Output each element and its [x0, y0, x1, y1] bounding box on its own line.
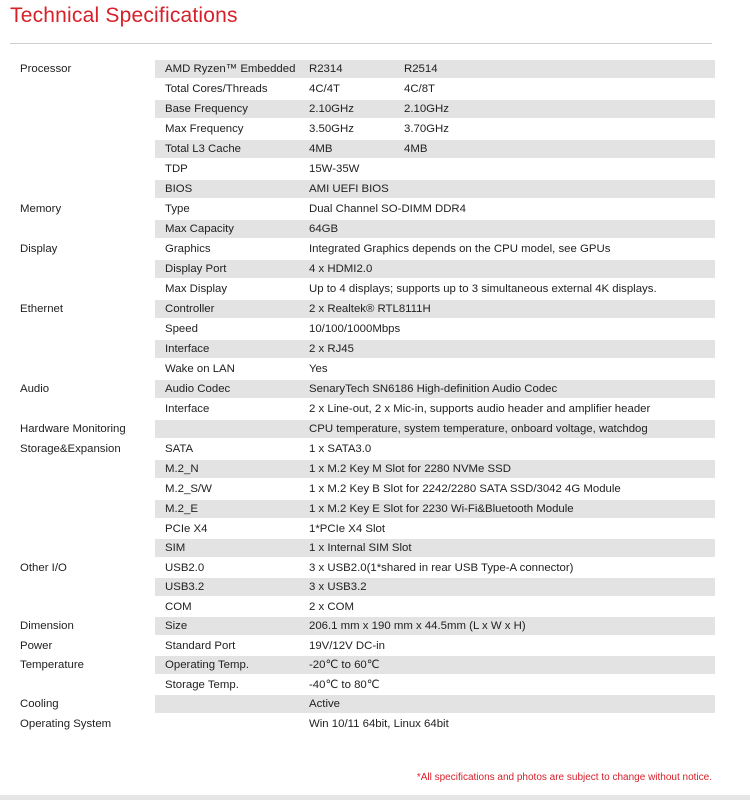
spec-value: 2.10GHz	[309, 103, 354, 115]
subcategory-label: COM	[165, 600, 192, 613]
row-band	[155, 340, 715, 358]
spec-row	[10, 675, 715, 695]
subcategory-label: Max Display	[165, 283, 228, 295]
subcategory-label: Size	[165, 620, 188, 632]
spec-value: 1 x M.2 Key E Slot for 2230 Wi-Fi&Bluetooth Module	[309, 503, 574, 515]
row-band	[155, 220, 715, 238]
spec-value: 2 x Line-out, 2 x Mic-in, supports audio header and amplifier header	[309, 403, 651, 415]
subcategory-label: Total L3 Cache	[165, 143, 241, 155]
row-band	[155, 578, 715, 596]
subcategory-label: Graphics	[165, 243, 211, 255]
spec-row	[10, 714, 715, 734]
spec-value: Up to 4 displays; supports up to 3 simultaneous external 4K displays.	[309, 283, 657, 295]
spec-row	[10, 179, 715, 199]
subcategory-label: Audio Codec	[165, 383, 231, 395]
subcategory-label: Speed	[165, 323, 198, 335]
spec-row	[10, 59, 715, 79]
spec-row	[10, 339, 715, 359]
subcategory-label: SIM	[165, 542, 186, 554]
spec-value: 1 x M.2 Key B Slot for 2242/2280 SATA SSD/3042 4G Module	[309, 483, 621, 495]
row-band	[155, 300, 715, 318]
spec-row	[10, 636, 715, 656]
spec-row	[10, 538, 715, 558]
category-label: Dimension	[20, 620, 74, 632]
spec-row	[10, 694, 715, 714]
subcategory-label: BIOS	[165, 183, 193, 195]
spec-value: 3 x USB2.0(1*shared in rear USB Type-A connector)	[309, 561, 574, 574]
spec-value: Win 10/11 64bit, Linux 64bit	[309, 717, 449, 730]
subcategory-label: M.2_S/W	[165, 483, 212, 495]
spec-row	[10, 239, 715, 259]
spec-value: 19V/12V DC-in	[309, 639, 385, 652]
page-title: Technical Specifications	[10, 4, 238, 27]
subcategory-label: SATA	[165, 443, 194, 455]
spec-row	[10, 299, 715, 319]
category-label: Other I/O	[20, 561, 67, 574]
spec-value: R2314	[309, 63, 343, 75]
spec-value: AMI UEFI BIOS	[309, 183, 389, 195]
category-label: Cooling	[20, 698, 59, 710]
row-band	[155, 520, 715, 538]
spec-table	[10, 59, 715, 733]
subcategory-label: Total Cores/Threads	[165, 83, 268, 95]
spec-value: 4 x HDMI2.0	[309, 263, 373, 275]
spec-value: 3.50GHz	[309, 123, 354, 135]
subcategory-label: Operating Temp.	[165, 659, 249, 671]
spec-row	[10, 359, 715, 379]
spec-row	[10, 399, 715, 419]
spec-value: Yes	[309, 363, 328, 375]
spec-row	[10, 499, 715, 519]
spec-row	[10, 616, 715, 636]
row-band	[155, 539, 715, 557]
row-band	[155, 160, 715, 178]
subcategory-label: M.2_E	[165, 503, 198, 515]
spec-value: 2 x RJ45	[309, 343, 354, 355]
spec-value-alt: R2514	[404, 63, 438, 75]
spec-row	[10, 419, 715, 439]
spec-value: SenaryTech SN6186 High-definition Audio Codec	[309, 383, 558, 395]
spec-value-alt: 3.70GHz	[404, 123, 449, 135]
subcategory-label: Base Frequency	[165, 103, 248, 115]
row-band	[155, 695, 715, 713]
subcategory-label: AMD Ryzen™ Embedded	[165, 63, 296, 75]
spec-value: 4C/4T	[309, 83, 341, 95]
spec-value: Active	[309, 698, 341, 710]
category-label: Ethernet	[20, 303, 64, 315]
spec-row	[10, 577, 715, 597]
category-label: Display	[20, 243, 58, 255]
row-band	[155, 440, 715, 458]
spec-value: -40℃ to 80℃	[309, 678, 380, 691]
row-band	[155, 320, 715, 338]
category-label: Temperature	[20, 659, 84, 671]
spec-row	[10, 79, 715, 99]
spec-value: -20℃ to 60℃	[309, 659, 380, 671]
subcategory-label: Interface	[165, 343, 210, 355]
category-label: Operating System	[20, 717, 112, 730]
subcategory-label: Max Capacity	[165, 223, 235, 235]
category-label: Storage&Expansion	[20, 443, 121, 455]
category-label: Memory	[20, 203, 62, 215]
row-band	[155, 676, 715, 694]
subcategory-label: USB3.2	[165, 581, 205, 593]
category-label: Power	[20, 639, 53, 652]
spec-value-alt: 4MB	[404, 143, 428, 155]
subcategory-label: Controller	[165, 303, 215, 315]
category-label: Hardware Monitoring	[20, 423, 126, 435]
spec-value: 206.1 mm x 190 mm x 44.5mm (L x W x H)	[309, 620, 526, 632]
spec-row	[10, 379, 715, 399]
spec-row	[10, 439, 715, 459]
spec-row	[10, 219, 715, 239]
subcategory-label: M.2_N	[165, 463, 199, 475]
subcategory-label: Standard Port	[165, 639, 236, 652]
spec-value-alt: 2.10GHz	[404, 103, 449, 115]
row-band	[155, 260, 715, 278]
spec-value: 1 x M.2 Key M Slot for 2280 NVMe SSD	[309, 463, 511, 475]
spec-row	[10, 558, 715, 578]
spec-value: 1 x SATA3.0	[309, 443, 372, 455]
spec-value: 4MB	[309, 143, 333, 155]
spec-row	[10, 279, 715, 299]
spec-row	[10, 519, 715, 539]
disclaimer-note: *All specifications and photos are subject to change without notice.	[416, 772, 712, 783]
row-band	[155, 598, 715, 616]
subcategory-label: Max Frequency	[165, 123, 244, 135]
row-band	[155, 180, 715, 198]
spec-row	[10, 259, 715, 279]
spec-value: CPU temperature, system temperature, onboard voltage, watchdog	[309, 423, 648, 435]
subcategory-label: PCIe X4	[165, 522, 208, 535]
spec-value: 1 x Internal SIM Slot	[309, 542, 412, 554]
spec-value: 3 x USB3.2	[309, 581, 367, 593]
spec-value: Dual Channel SO-DIMM DDR4	[309, 203, 466, 215]
spec-value-alt: 4C/8T	[404, 83, 436, 95]
spec-row	[10, 655, 715, 675]
spec-row	[10, 99, 715, 119]
subcategory-label: Storage Temp.	[165, 678, 239, 691]
spec-value: 10/100/1000Mbps	[309, 323, 401, 335]
row-band	[155, 637, 715, 655]
subcategory-label: Display Port	[165, 263, 227, 275]
subcategory-label: Wake on LAN	[165, 363, 235, 375]
spec-row	[10, 319, 715, 339]
spec-row	[10, 139, 715, 159]
category-label: Audio	[20, 383, 50, 395]
subcategory-label: USB2.0	[165, 561, 205, 574]
row-band	[155, 360, 715, 378]
spec-row	[10, 479, 715, 499]
subcategory-label: Type	[165, 203, 190, 215]
spec-row	[10, 119, 715, 139]
spec-row	[10, 199, 715, 219]
spec-value: 15W-35W	[309, 163, 360, 175]
category-label: Processor	[20, 63, 72, 75]
spec-row	[10, 459, 715, 479]
spec-value: 64GB	[309, 223, 339, 235]
subcategory-label: TDP	[165, 163, 188, 175]
spec-value: Integrated Graphics depends on the CPU model, see GPUs	[309, 243, 611, 255]
spec-value: 2 x COM	[309, 600, 354, 613]
title-divider	[10, 43, 712, 44]
spec-row	[10, 159, 715, 179]
footer-bar	[0, 795, 750, 800]
spec-value: 1*PCIe X4 Slot	[309, 522, 385, 535]
spec-row	[10, 597, 715, 617]
spec-value: 2 x Realtek® RTL8111H	[309, 303, 431, 315]
subcategory-label: Interface	[165, 403, 210, 415]
